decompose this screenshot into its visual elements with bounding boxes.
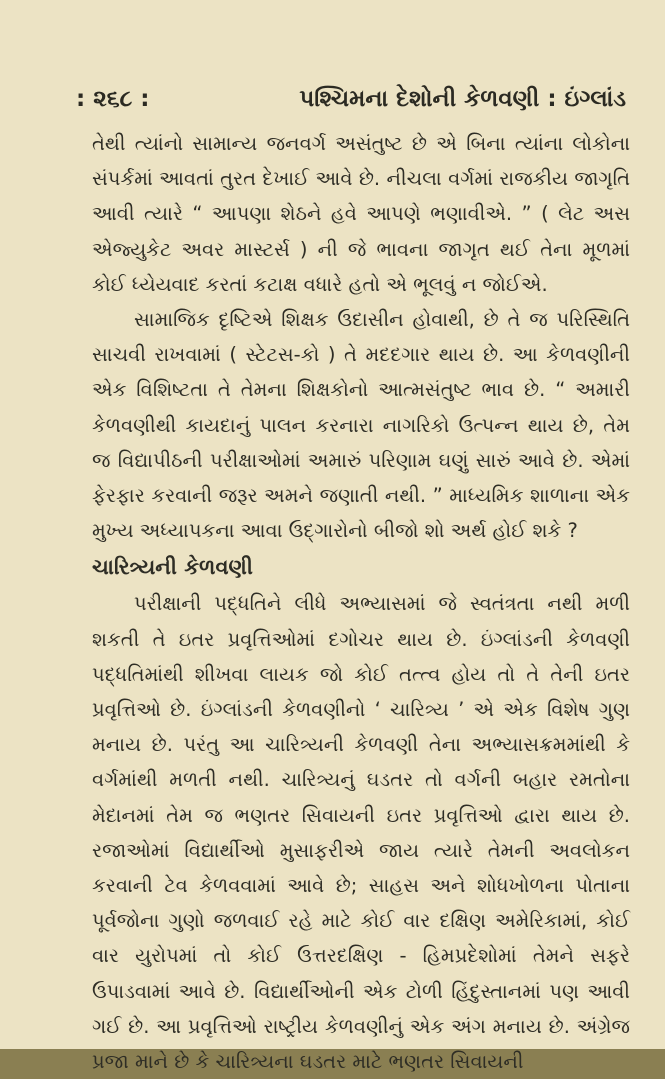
page-number: : ૨૬૮ : <box>76 86 150 112</box>
running-head: પશ્ચિમના દેશોની કેળવણી : ઇંગ્લાંડ <box>299 86 626 112</box>
body-text <box>92 126 630 1079</box>
page-header <box>76 86 626 126</box>
paragraph-continued: તેથી ત્યાંનો સામાન્ય જનવર્ગ અસંતુષ્ટ છે એ બિના ત્યાંના લોકોના સંપર્કમાં આવતાં તુરત દેખાઈ આવે છે. નીચલા વર્ગમાં રાજકીય જાગૃતિ આવી ત્યારે “ આપણા શેઠને હવે આપણે ભણાવીએ. ” ( લેટ અસ એજ્યુકેટ અવર માસ્ટર્સ ) ની જે ભાવના જાગૃત થઈ તેના મૂળમાં કોઈ ધ્યેયવાદ કરતાં કટાક્ષ વધારે હતો એ ભૂલવું ન જોઈએ. <box>92 132 630 296</box>
paragraph-social-view: સામાજિક દૃષ્ટિએ શિક્ષક ઉદાસીન હોવાથી, છે તે જ પરિસ્થિતિ સાચવી રાખવામાં ( સ્ટેટસ-કો ) તે મદદગાર થાય છે. આ કેળવણીની એક વિશિષ્ટતા તે તેમના શિક્ષકોનો આત્મસંતુષ્ટ ભાવ છે. “ અમારી કેળવણીથી કાયદાનું પાલન કરનારા નાગરિકો ઉત્પન્ન થાય છે, તેમ જ વિદ્યાપીઠની પરીક્ષાઓમાં અમારું પરિણામ ઘણું સારું આવે છે. એમાં ફેરફાર કરવાની જરૂર અમને જણાતી નથી. ” માધ્યમિક શાળાના એક મુખ્ય અધ્યાપકના આવા ઉદ્ગારોનો બીજો શો અર્થ હોઈ શકે ? <box>92 308 630 543</box>
section-heading: ચારિત્ર્યની કેળવણી <box>92 555 253 580</box>
paragraph-character-education: પરીક્ષાની પદ્ધતિને લીધે અભ્યાસમાં જે સ્વતંત્રતા નથી મળી શકતી તે ઇતર પ્રવૃત્તિઓમાં દગોચર થાય છે. ઇંગ્લાંડની કેળવણી પદ્ધતિમાંથી શીખવા લાયક જો કોઈ તત્ત્વ હોય તો તે તેની ઇતર પ્રવૃત્તિઓ છે. ઇંગ્લાંડની કેળવણીનો ‘ ચારિત્ર્ય ’ એ એક વિશેષ ગુણ મનાય છે. પરંતુ આ ચારિત્ર્યની કેળવણી તેના અભ્યાસક્રમમાંથી કે વર્ગમાંથી મળતી નથી. ચારિત્ર્યનું ઘડતર તો વર્ગની બહાર રમતોના મેદાનમાં તેમ જ ભણતર સિવાયની ઇતર પ્રવૃત્તિઓ દ્વારા થાય છે. રજાઓમાં વિદ્યાર્થીઓ મુસાફરીએ જાય ત્યારે તેમની અવલોકન કરવાની ટેવ કેળવવામાં આવે છે; સાહસ અને શોધખોળના પોતાના પૂર્વજોના ગુણો જળવાઈ રહે માટે કોઈ વાર દક્ષિણ અમેરિકામાં, કોઈ વાર યુરોપમાં તો કોઈ ઉત્તરદક્ષિણ - હિમપ્રદેશોમાં તેમને સફરે ઉપાડવામાં આવે છે. વિદ્યાર્થીઓની એક ટોળી હિંદુસ્તાનમાં પણ આવી ગઈ છે. આ પ્રવૃત્તિઓ રાષ્ટ્રીય કેળવણીનું એક અંગ મનાય છે. અંગ્રેજ પ્રજા માને છે કે ચારિત્ર્યના ઘડતર માટે ભણતર સિવાયની <box>92 592 630 1074</box>
